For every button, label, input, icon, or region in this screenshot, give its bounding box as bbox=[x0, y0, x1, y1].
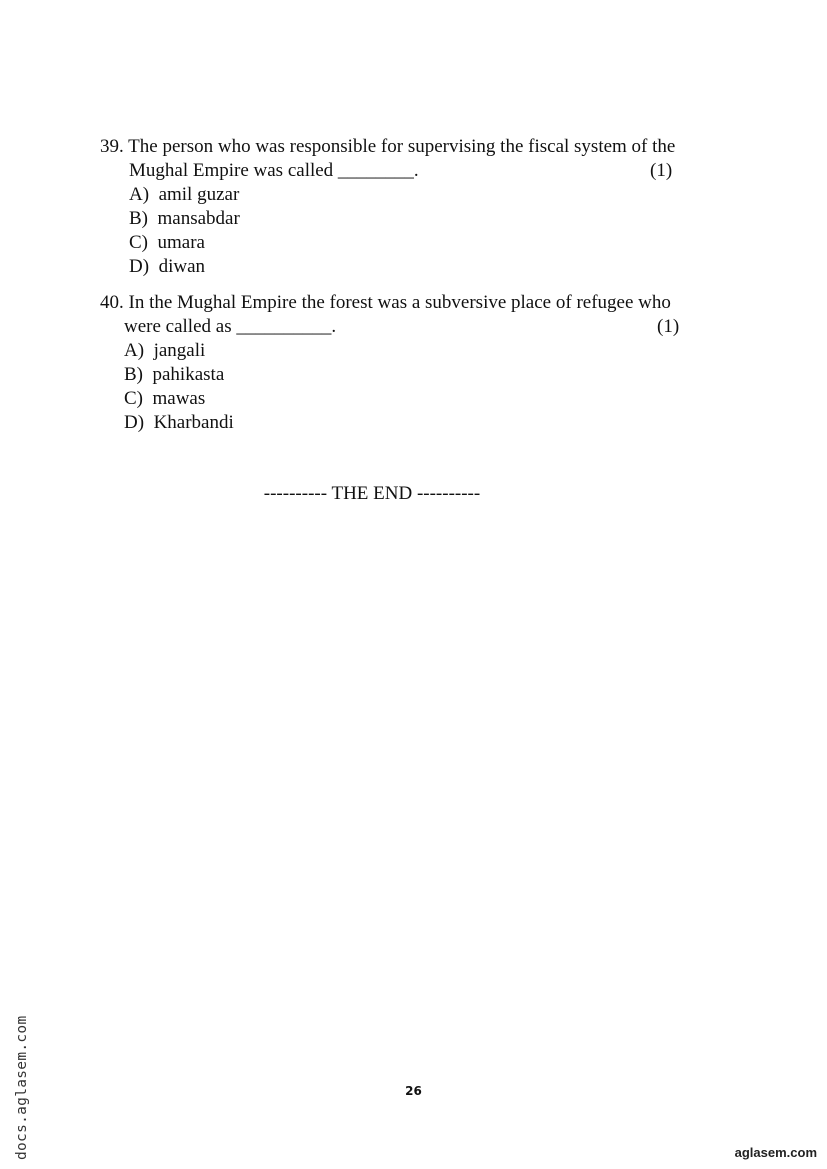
brand-watermark: aglasem.com bbox=[734, 1145, 817, 1160]
question-39-text-line-2: Mughal Empire was called ________. bbox=[129, 160, 419, 181]
question-39-option-d: D) diwan bbox=[129, 256, 205, 277]
question-40-text-line-2: were called as __________. bbox=[124, 316, 337, 337]
question-39-option-b: B) mansabdar bbox=[129, 208, 240, 229]
question-39-option-a: A) amil guzar bbox=[129, 184, 240, 205]
side-watermark: docs.aglasem.com bbox=[14, 1015, 30, 1160]
question-40-marks: (1) bbox=[657, 316, 680, 337]
question-40-option-c: C) mawas bbox=[124, 388, 206, 409]
question-39-text-line-1: 39. The person who was responsible for supervising the fiscal system of the bbox=[100, 136, 676, 157]
end-marker: ---------- THE END ---------- bbox=[263, 483, 481, 504]
question-40-option-b: B) pahikasta bbox=[124, 364, 225, 385]
page-number: 26 bbox=[405, 1084, 422, 1098]
question-40-text-line-1: 40. In the Mughal Empire the forest was a subversive place of refugee who bbox=[100, 292, 671, 313]
question-40-option-d: D) Kharbandi bbox=[124, 412, 234, 433]
question-40-option-a: A) jangali bbox=[124, 340, 206, 361]
question-39-option-c: C) umara bbox=[129, 232, 205, 253]
question-39-marks: (1) bbox=[650, 160, 673, 181]
